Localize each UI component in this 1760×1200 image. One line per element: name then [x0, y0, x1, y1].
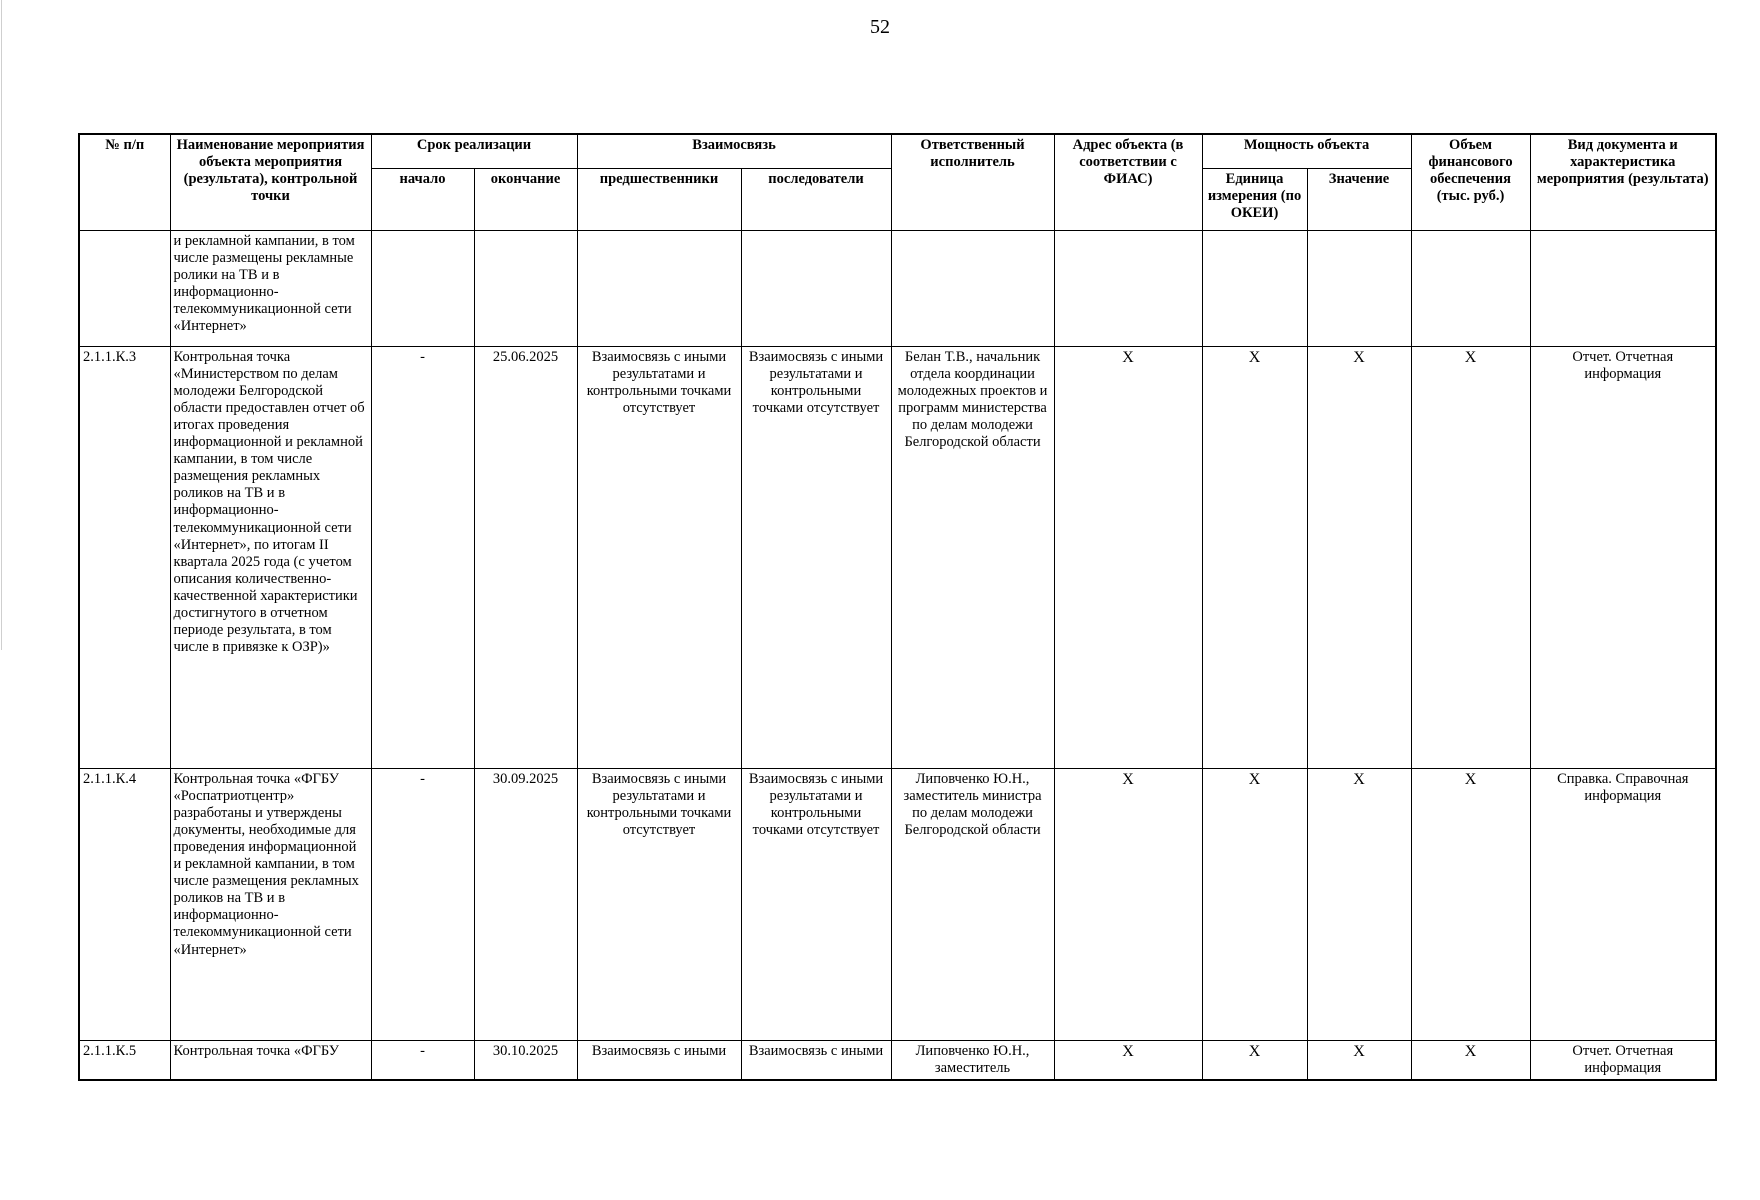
cell-end: 30.09.2025 — [474, 768, 577, 1040]
cell-next: Взаимосвязь с иными результатами и контрольными точками отсутствует — [741, 768, 891, 1040]
cell-next: Взаимосвязь с иными результатами и контрольными точками отсутствует — [741, 346, 891, 768]
plan-table — [78, 133, 1717, 1081]
cell-address: X — [1054, 346, 1202, 768]
cell-doc: Справка. Справочная информация — [1530, 768, 1716, 1040]
page-number: 52 — [870, 16, 890, 38]
header-num: № п/п — [79, 134, 170, 230]
header-period-end: окончание — [474, 168, 577, 230]
cell-doc — [1530, 230, 1716, 346]
cell-name: и рекламной кампании, в том числе размещены рекламные ролики на ТВ и в информационно-телекоммуникационной сети «Интернет» — [170, 230, 371, 346]
cell-responsible — [891, 230, 1054, 346]
cell-start — [371, 230, 474, 346]
header-name: Наименование мероприятия объекта мероприятия (результата), контрольной точки — [170, 134, 371, 230]
cell-prev: Взаимосвязь с иными результатами и контрольными точками отсутствует — [577, 346, 741, 768]
cell-num: 2.1.1.К.3 — [79, 346, 170, 768]
cell-unit: X — [1202, 346, 1307, 768]
cell-next: Взаимосвязь с иными — [741, 1040, 891, 1080]
cell-name: Контрольная точка «ФГБУ — [170, 1040, 371, 1080]
cell-num — [79, 230, 170, 346]
cell-value: X — [1307, 1040, 1411, 1080]
table-row-continuation — [79, 230, 1716, 346]
cell-finance: X — [1411, 346, 1530, 768]
cell-name: Контрольная точка «Министерством по делам молодежи Белгородской области предоставлен отчет об итогах проведения информационной и рекламной кампании, в том числе размещения рекламных роликов на ТВ и в информационно-телекоммуникационной сети «Интернет», по итогам II квартала 2025 года (с учетом описания количественно-качественной характеристики достигнутого в отчетном периоде результата, в том числе в привязке к ОЗР)» — [170, 346, 371, 768]
cell-end — [474, 230, 577, 346]
cell-num: 2.1.1.К.5 — [79, 1040, 170, 1080]
cell-prev: Взаимосвязь с иными результатами и контрольными точками отсутствует — [577, 768, 741, 1040]
table-row — [79, 768, 1716, 1040]
cell-unit — [1202, 230, 1307, 346]
header-address: Адрес объекта (в соответствии с ФИАС) — [1054, 134, 1202, 230]
cell-responsible: Липовченко Ю.Н., заместитель — [891, 1040, 1054, 1080]
cell-responsible: Белан Т.В., начальник отдела координации молодежных проектов и программ министерства по делам молодежи Белгородской области — [891, 346, 1054, 768]
header-period: Срок реализации — [371, 134, 577, 168]
table-row — [79, 346, 1716, 768]
cell-start: - — [371, 768, 474, 1040]
cell-start: - — [371, 1040, 474, 1080]
cell-doc: Отчет. Отчетная информация — [1530, 346, 1716, 768]
header-link: Взаимосвязь — [577, 134, 891, 168]
cell-prev — [577, 230, 741, 346]
cell-address: X — [1054, 768, 1202, 1040]
cell-finance — [1411, 230, 1530, 346]
table-row — [79, 1040, 1716, 1080]
header-capacity-value: Значение — [1307, 168, 1411, 230]
cell-prev: Взаимосвязь с иными — [577, 1040, 741, 1080]
header-responsible: Ответственный исполнитель — [891, 134, 1054, 230]
header-capacity-unit: Единица измерения (по ОКЕИ) — [1202, 168, 1307, 230]
header-period-start: начало — [371, 168, 474, 230]
cell-value: X — [1307, 768, 1411, 1040]
header-link-next: последователи — [741, 168, 891, 230]
scan-edge-line — [1, 0, 2, 650]
cell-doc: Отчет. Отчетная информация — [1530, 1040, 1716, 1080]
header-doc-type: Вид документа и характеристика мероприятия (результата) — [1530, 134, 1716, 230]
cell-unit: X — [1202, 1040, 1307, 1080]
header-finance: Объем финансового обеспечения (тыс. руб.) — [1411, 134, 1530, 230]
cell-address — [1054, 230, 1202, 346]
cell-address: X — [1054, 1040, 1202, 1080]
cell-name: Контрольная точка «ФГБУ «Роспатриотцентр» разработаны и утверждены документы, необходимые для проведения информационной и рекламной кампании, в том числе размещения рекламных роликов на ТВ и в информационно-телекоммуникационной сети «Интернет» — [170, 768, 371, 1040]
cell-value — [1307, 230, 1411, 346]
cell-next — [741, 230, 891, 346]
header-capacity: Мощность объекта — [1202, 134, 1411, 168]
cell-finance: X — [1411, 1040, 1530, 1080]
cell-responsible: Липовченко Ю.Н., заместитель министра по делам молодежи Белгородской области — [891, 768, 1054, 1040]
cell-num: 2.1.1.К.4 — [79, 768, 170, 1040]
cell-unit: X — [1202, 768, 1307, 1040]
header-link-prev: предшественники — [577, 168, 741, 230]
cell-end: 25.06.2025 — [474, 346, 577, 768]
cell-start: - — [371, 346, 474, 768]
cell-finance: X — [1411, 768, 1530, 1040]
cell-end: 30.10.2025 — [474, 1040, 577, 1080]
cell-value: X — [1307, 346, 1411, 768]
